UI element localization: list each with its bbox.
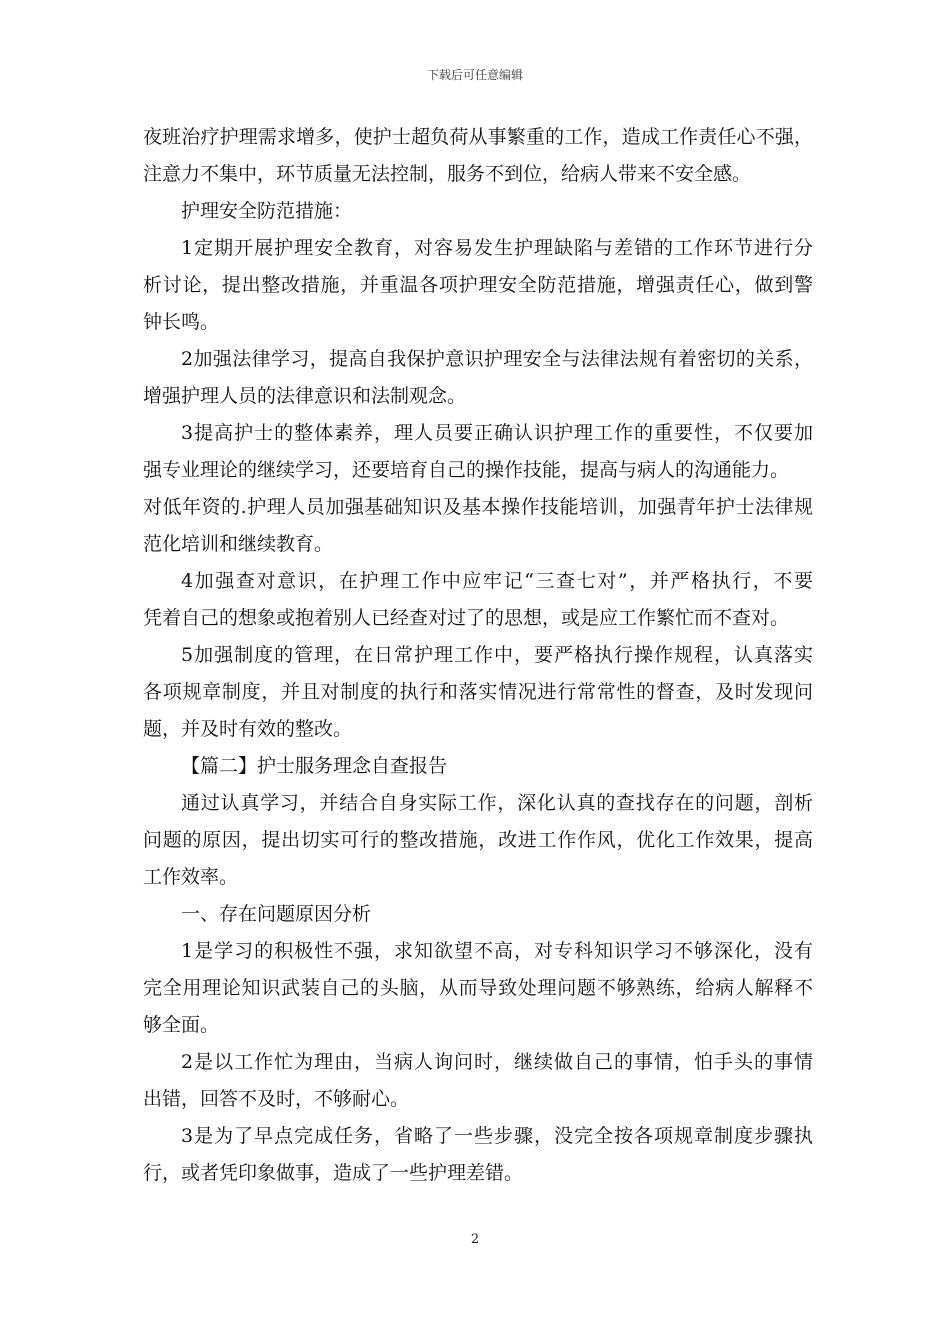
text-line: 【篇二】护士服务理念自查报告 — [181, 755, 448, 777]
text-line: 3是为了早点完成任务，省略了一些步骤，没完全按各项规章制度步骤执 — [181, 1125, 813, 1147]
text-line: 对低年资的.护理人员加强基础知识及基本操作技能培训，加强青年护士法律规 — [143, 496, 813, 518]
page-header: 下载后可任意编辑 — [426, 68, 523, 82]
text-line: 护理安全防范措施： — [181, 200, 353, 222]
text-line: 3提高护士的整体素养，理人员要正确认识护理工作的重要性，不仅要加 — [181, 422, 813, 444]
text-line: 增强护理人员的法律意识和法制观念。 — [143, 385, 467, 407]
text-line: 通过认真学习，并结合自身实际工作，深化认真的查找存在的问题，剖析 — [181, 792, 813, 814]
text-line: 出错，回答不及时，不够耐心。 — [143, 1088, 410, 1110]
document-body — [143, 119, 813, 1192]
text-line: 夜班治疗护理需求增多，使护士超负荷从事繁重的工作，造成工作责任心不强， — [143, 126, 813, 148]
text-line: 各项规章制度，并且对制度的执行和落实情况进行常常性的督查，及时发现问 — [143, 681, 813, 703]
text-line: 析讨论，提出整改措施，并重温各项护理安全防范措施，增强责任心，做到警 — [143, 274, 813, 296]
text-line: 5加强制度的管理，在日常护理工作中，要严格执行操作规程，认真落实 — [181, 644, 813, 666]
text-line: 问题的原因，提出切实可行的整改措施，改进工作作风，优化工作效果，提高 — [143, 829, 813, 851]
text-line: 凭着自己的想象或抱着别人已经查对过了的思想，或是应工作繁忙而不查对。 — [143, 607, 790, 629]
text-line: 2加强法律学习，提高自我保护意识护理安全与法律法规有着密切的关系， — [181, 348, 813, 370]
text-line: 行，或者凭印象做事，造成了一些护理差错。 — [143, 1162, 524, 1184]
text-line: 范化培训和继续教育。 — [143, 533, 334, 555]
text-line: 强专业理论的继续学习，还要培育自己的操作技能，提高与病人的沟通能力。 — [143, 459, 790, 481]
text-line: 钟长鸣。 — [143, 311, 220, 333]
text-line: 4加强查对意识，在护理工作中应牢记“三查七对”，并严格执行，不要 — [181, 570, 813, 592]
text-line: 题，并及时有效的整改。 — [143, 718, 353, 740]
text-line: 1定期开展护理安全教育，对容易发生护理缺陷与差错的工作环节进行分 — [181, 237, 813, 259]
text-line: 2是以工作忙为理由，当病人询问时，继续做自己的事情，怕手头的事情 — [181, 1051, 813, 1073]
page-number: 2 — [470, 1232, 480, 1247]
text-line: 够全面。 — [143, 1014, 220, 1036]
text-line: 完全用理论知识武装自己的头脑，从而导致处理问题不够熟练，给病人解释不 — [143, 977, 813, 999]
text-line: 注意力不集中，环节质量无法控制，服务不到位，给病人带来不安全感。 — [143, 163, 752, 185]
text-line: 一、存在问题原因分析 — [181, 903, 372, 925]
text-line: 1是学习的积极性不强，求知欲望不高，对专科知识学习不够深化，没有 — [181, 940, 813, 962]
text-line: 工作效率。 — [143, 866, 239, 888]
